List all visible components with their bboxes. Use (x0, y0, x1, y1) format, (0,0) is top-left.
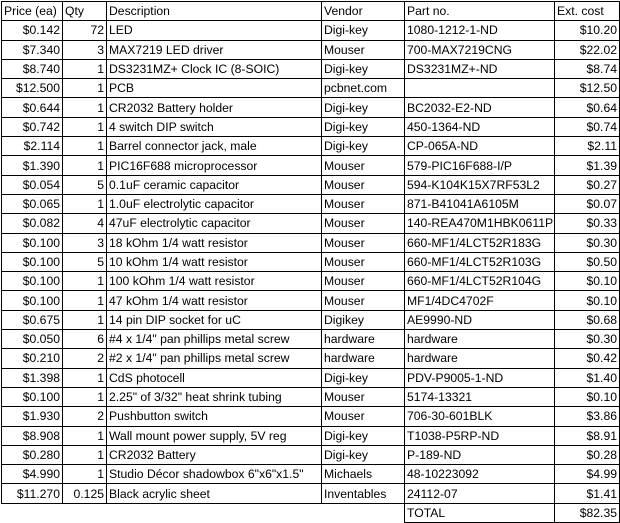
qty-cell: 1 (63, 156, 107, 175)
description-cell: CdS photocell (107, 368, 322, 387)
ext-cost-cell: $0.28 (555, 445, 620, 464)
description-cell: 47 kOhm 1/4 watt resistor (107, 291, 322, 310)
part-no-cell: 871-B41041A6105M (405, 194, 555, 213)
ext-cost-cell: $0.74 (555, 117, 620, 136)
vendor-cell: Digi-key (322, 98, 405, 117)
table-row (2, 349, 620, 368)
empty-cell (107, 503, 322, 522)
ext-cost-cell: $1.39 (555, 156, 620, 175)
price-cell: $0.082 (2, 214, 63, 233)
description-cell: 0.1uF ceramic capacitor (107, 175, 322, 194)
header-qty: Qty (63, 2, 107, 21)
price-cell: $0.100 (2, 291, 63, 310)
description-cell: CR2032 Battery (107, 445, 322, 464)
table-row (2, 214, 620, 233)
vendor-cell: Mouser (322, 156, 405, 175)
header-description: Description (107, 2, 322, 21)
table-row (2, 117, 620, 136)
description-cell: DS3231MZ+ Clock IC (8-SOIC) (107, 59, 322, 78)
price-cell: $0.100 (2, 387, 63, 406)
ext-cost-cell: $0.50 (555, 252, 620, 271)
vendor-cell: Digi-key (322, 368, 405, 387)
ext-cost-cell: $22.02 (555, 40, 620, 59)
vendor-cell: Mouser (322, 291, 405, 310)
price-cell: $2.114 (2, 137, 63, 156)
price-cell: $0.280 (2, 445, 63, 464)
table-row (2, 426, 620, 445)
ext-cost-cell: $0.27 (555, 175, 620, 194)
price-cell: $12.500 (2, 79, 63, 98)
table-row (2, 233, 620, 252)
ext-cost-cell: $10.20 (555, 21, 620, 40)
ext-cost-cell: $0.68 (555, 310, 620, 329)
table-row (2, 98, 620, 117)
qty-cell: 1 (63, 137, 107, 156)
qty-cell: 1 (63, 59, 107, 78)
header-part-no: Part no. (405, 2, 555, 21)
vendor-cell: Mouser (322, 233, 405, 252)
part-no-cell: 660-MF1/4LCT52R104G (405, 272, 555, 291)
description-cell: CR2032 Battery holder (107, 98, 322, 117)
vendor-cell: Mouser (322, 214, 405, 233)
part-no-cell: CP-065A-ND (405, 137, 555, 156)
qty-cell: 3 (63, 233, 107, 252)
vendor-cell: Mouser (322, 387, 405, 406)
table-row (2, 252, 620, 271)
table-row (2, 484, 620, 503)
price-cell: $8.908 (2, 426, 63, 445)
price-cell: $0.210 (2, 349, 63, 368)
qty-cell: 1 (63, 426, 107, 445)
qty-cell: 1 (63, 445, 107, 464)
table-row (2, 21, 620, 40)
qty-cell: 2 (63, 407, 107, 426)
ext-cost-cell: $0.33 (555, 214, 620, 233)
vendor-cell: Digi-key (322, 426, 405, 445)
table-row (2, 40, 620, 59)
part-no-cell: 579-PIC16F688-I/P (405, 156, 555, 175)
ext-cost-cell: $8.91 (555, 426, 620, 445)
total-row (2, 503, 620, 522)
vendor-cell: Digi-key (322, 59, 405, 78)
part-no-cell: 706-30-601BLK (405, 407, 555, 426)
ext-cost-cell: $0.30 (555, 330, 620, 349)
description-cell: PIC16F688 microprocessor (107, 156, 322, 175)
price-cell: $0.675 (2, 310, 63, 329)
description-cell: 1.0uF electrolytic capacitor (107, 194, 322, 213)
part-no-cell: MF1/4DC4702F (405, 291, 555, 310)
qty-cell: 5 (63, 252, 107, 271)
price-cell: $0.100 (2, 233, 63, 252)
ext-cost-cell: $0.64 (555, 98, 620, 117)
ext-cost-cell: $1.40 (555, 368, 620, 387)
description-cell: 10 kOhm 1/4 watt resistor (107, 252, 322, 271)
vendor-cell: pcbnet.com (322, 79, 405, 98)
table-header (2, 2, 620, 21)
ext-cost-cell: $4.99 (555, 465, 620, 484)
table-row (2, 137, 620, 156)
part-no-cell: DS3231MZ+-ND (405, 59, 555, 78)
qty-cell: 1 (63, 79, 107, 98)
qty-cell: 2 (63, 349, 107, 368)
part-no-cell: 1080-1212-1-ND (405, 21, 555, 40)
part-no-cell: 450-1364-ND (405, 117, 555, 136)
total-value: $82.35 (555, 503, 620, 522)
vendor-cell: Mouser (322, 40, 405, 59)
qty-cell: 1 (63, 98, 107, 117)
vendor-cell: Digi-key (322, 117, 405, 136)
price-cell: $0.050 (2, 330, 63, 349)
description-cell: 2.25" of 3/32" heat shrink tubing (107, 387, 322, 406)
ext-cost-cell: $0.30 (555, 233, 620, 252)
table-row (2, 291, 620, 310)
description-cell: 100 kOhm 1/4 watt resistor (107, 272, 322, 291)
ext-cost-cell: $0.42 (555, 349, 620, 368)
qty-cell: 4 (63, 214, 107, 233)
qty-cell: 1 (63, 291, 107, 310)
description-cell: Pushbutton switch (107, 407, 322, 426)
ext-cost-cell: $12.50 (555, 79, 620, 98)
description-cell: 4 switch DIP switch (107, 117, 322, 136)
part-no-cell: 594-K104K15X7RF53L2 (405, 175, 555, 194)
header-row (2, 2, 620, 21)
table-body (2, 21, 620, 503)
price-cell: $1.398 (2, 368, 63, 387)
vendor-cell: Digi-key (322, 137, 405, 156)
qty-cell: 6 (63, 330, 107, 349)
description-cell: Black acrylic sheet (107, 484, 322, 503)
part-no-cell: 660-MF1/4LCT52R183G (405, 233, 555, 252)
part-no-cell: 660-MF1/4LCT52R103G (405, 252, 555, 271)
price-cell: $1.930 (2, 407, 63, 426)
part-no-cell: 700-MAX7219CNG (405, 40, 555, 59)
description-cell: Studio Décor shadowbox 6"x6"x1.5" (107, 465, 322, 484)
part-no-cell (405, 79, 555, 98)
table-row (2, 445, 620, 464)
price-cell: $0.644 (2, 98, 63, 117)
part-no-cell: hardware (405, 330, 555, 349)
qty-cell: 1 (63, 387, 107, 406)
table-row (2, 407, 620, 426)
part-no-cell: T1038-P5RP-ND (405, 426, 555, 445)
table-row (2, 310, 620, 329)
qty-cell: 1 (63, 465, 107, 484)
price-cell: $0.142 (2, 21, 63, 40)
vendor-cell: Mouser (322, 272, 405, 291)
part-no-cell: PDV-P9005-1-ND (405, 368, 555, 387)
ext-cost-cell: $0.10 (555, 272, 620, 291)
table-row (2, 272, 620, 291)
vendor-cell: Digikey (322, 310, 405, 329)
table-row (2, 156, 620, 175)
ext-cost-cell: $8.74 (555, 59, 620, 78)
vendor-cell: Digi-key (322, 445, 405, 464)
table-footer (2, 503, 620, 522)
price-cell: $0.100 (2, 272, 63, 291)
description-cell: 47uF electrolytic capacitor (107, 214, 322, 233)
header-price: Price (ea) (2, 2, 63, 21)
price-cell: $8.740 (2, 59, 63, 78)
price-cell: $0.100 (2, 252, 63, 271)
vendor-cell: Mouser (322, 194, 405, 213)
empty-cell (2, 503, 63, 522)
bill-of-materials-table (1, 1, 620, 523)
total-label: TOTAL (405, 503, 555, 522)
description-cell: 18 kOhm 1/4 watt resistor (107, 233, 322, 252)
table-row (2, 79, 620, 98)
qty-cell: 1 (63, 194, 107, 213)
description-cell: #2 x 1/4" pan phillips metal screw (107, 349, 322, 368)
price-cell: $1.390 (2, 156, 63, 175)
description-cell: LED (107, 21, 322, 40)
description-cell: Barrel connector jack, male (107, 137, 322, 156)
part-no-cell: BC2032-E2-ND (405, 98, 555, 117)
ext-cost-cell: $0.10 (555, 291, 620, 310)
ext-cost-cell: $1.41 (555, 484, 620, 503)
price-cell: $0.065 (2, 194, 63, 213)
table-row (2, 387, 620, 406)
table-row (2, 194, 620, 213)
description-cell: Wall mount power supply, 5V reg (107, 426, 322, 445)
description-cell: PCB (107, 79, 322, 98)
ext-cost-cell: $0.07 (555, 194, 620, 213)
table-row (2, 59, 620, 78)
price-cell: $7.340 (2, 40, 63, 59)
part-no-cell: P-189-ND (405, 445, 555, 464)
qty-cell: 1 (63, 117, 107, 136)
vendor-cell: Michaels (322, 465, 405, 484)
empty-cell (63, 503, 107, 522)
qty-cell: 1 (63, 368, 107, 387)
vendor-cell: Mouser (322, 175, 405, 194)
part-no-cell: hardware (405, 349, 555, 368)
table-row (2, 368, 620, 387)
qty-cell: 1 (63, 272, 107, 291)
ext-cost-cell: $3.86 (555, 407, 620, 426)
price-cell: $11.270 (2, 484, 63, 503)
part-no-cell: 48-10223092 (405, 465, 555, 484)
part-no-cell: 5174-13321 (405, 387, 555, 406)
qty-cell: 3 (63, 40, 107, 59)
description-cell: #4 x 1/4" pan phillips metal screw (107, 330, 322, 349)
part-no-cell: 24112-07 (405, 484, 555, 503)
qty-cell: 72 (63, 21, 107, 40)
description-cell: 14 pin DIP socket for uC (107, 310, 322, 329)
ext-cost-cell: $2.11 (555, 137, 620, 156)
qty-cell: 0.125 (63, 484, 107, 503)
part-no-cell: AE9990-ND (405, 310, 555, 329)
vendor-cell: Digi-key (322, 21, 405, 40)
header-vendor: Vendor (322, 2, 405, 21)
price-cell: $4.990 (2, 465, 63, 484)
ext-cost-cell: $0.10 (555, 387, 620, 406)
price-cell: $0.054 (2, 175, 63, 194)
part-no-cell: 140-REA470M1HBK0611P (405, 214, 555, 233)
table-row (2, 330, 620, 349)
qty-cell: 1 (63, 310, 107, 329)
vendor-cell: Inventables (322, 484, 405, 503)
price-cell: $0.742 (2, 117, 63, 136)
vendor-cell: hardware (322, 330, 405, 349)
qty-cell: 5 (63, 175, 107, 194)
table-row (2, 175, 620, 194)
vendor-cell: Mouser (322, 252, 405, 271)
vendor-cell: hardware (322, 349, 405, 368)
empty-cell (322, 503, 405, 522)
table-row (2, 465, 620, 484)
description-cell: MAX7219 LED driver (107, 40, 322, 59)
vendor-cell: Mouser (322, 407, 405, 426)
header-ext-cost: Ext. cost (555, 2, 620, 21)
